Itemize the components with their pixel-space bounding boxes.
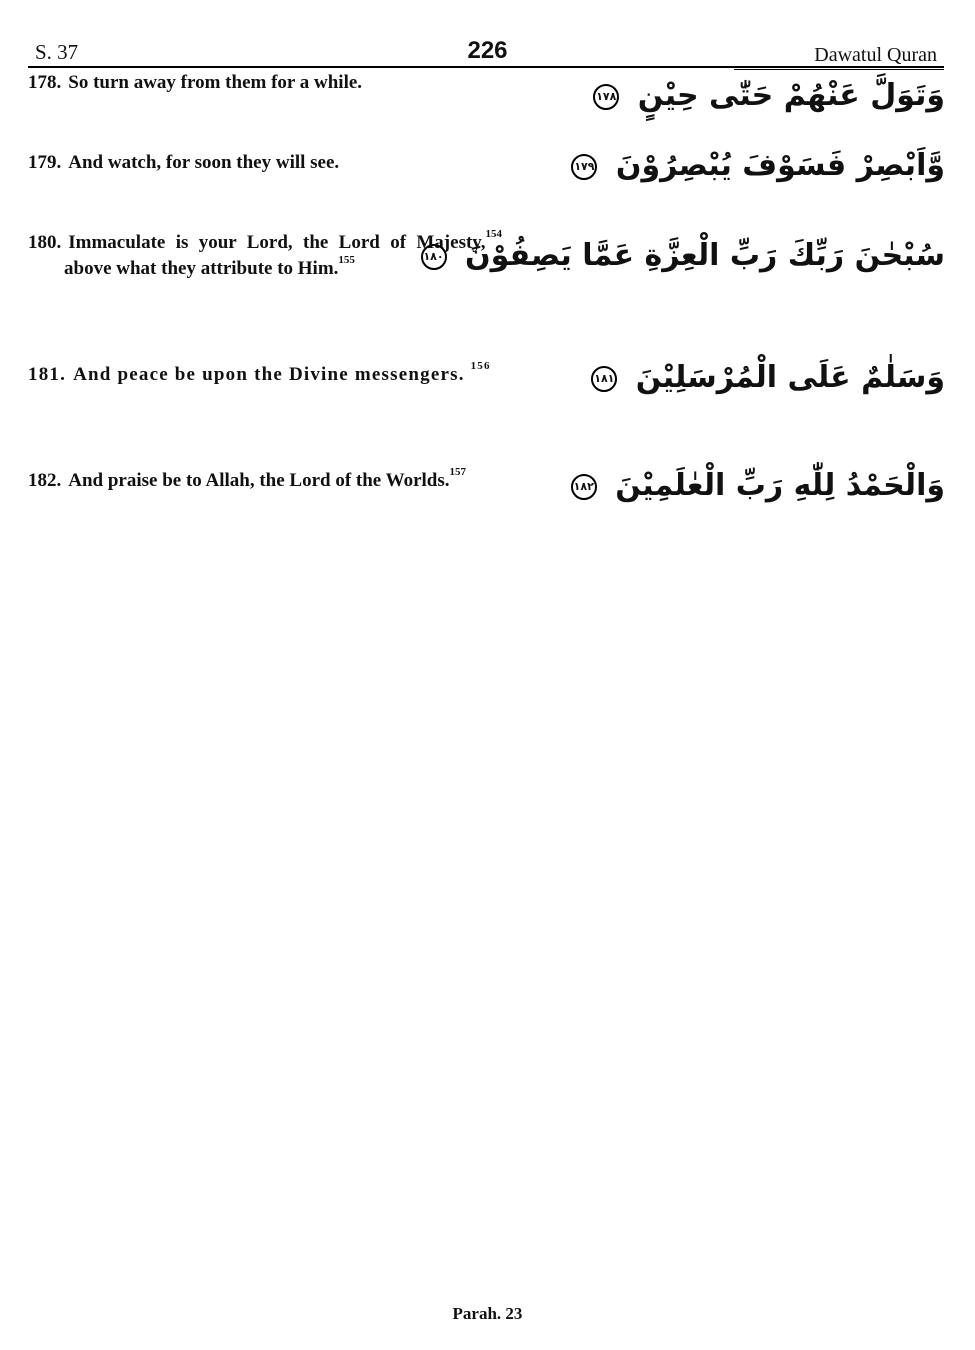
verse-number: 181. [28,364,67,385]
page-number: 226 [467,37,508,64]
verse-number: 182. [28,470,62,491]
header-rule-secondary [734,69,944,70]
verse-text: So turn away from them for a while. [68,72,363,93]
verse-178-english [28,70,466,96]
verse-181-english [28,362,502,388]
verse-182-arabic [571,468,945,503]
parah-footer: Parah. 23 [452,1304,523,1323]
arabic-text: وَّاَبْصِرْ فَسَوْفَ يُبْصِرُوْنَ [615,148,945,183]
footnote-ref: 156 [470,360,491,372]
verse-text-part: above what they attribute to Him. [64,258,339,279]
ayah-marker-icon: ١٧٨ [593,84,619,110]
ayah-marker-icon: ١٨٠ [421,244,447,270]
verse-text: And peace be upon the Divine messengers. [73,364,465,385]
verse-number: 178. [28,72,62,93]
header-rule [28,66,944,68]
verse-178-arabic [593,78,945,113]
verse-number: 180. [28,232,62,253]
ayah-marker-icon: ١٨٢ [571,474,597,500]
ayah-marker-icon: ١٧٩ [571,154,597,180]
verse-text-part: Immaculate is your Lord, the Lord of Majesty, [68,232,486,253]
verse-181-arabic [591,360,945,395]
arabic-text: سُبْحٰنَ رَبِّكَ رَبِّ الْعِزَّةِ عَمَّا يَصِفُوْنَ [464,238,945,273]
arabic-text: وَتَوَلَّ عَنْهُمْ حَتّٰى حِيْنٍ [637,78,945,113]
verse-number: 179. [28,152,62,173]
footnote-ref: 157 [449,466,467,478]
verse-179-arabic [571,148,945,183]
verse-text: And praise be to Allah, the Lord of the Worlds. [68,470,450,491]
book-title: Dawatul Quran [814,44,937,66]
verse-text: And watch, for soon they will see. [68,152,340,173]
footnote-ref: 155 [338,254,355,266]
surah-label: S. 37 [35,40,79,64]
arabic-text: وَسَلٰمٌ عَلَى الْمُرْسَلِيْنَ [635,360,945,395]
verse-180-arabic [421,238,945,273]
footnote-ref: 154 [485,228,502,240]
verse-179-english [28,150,466,176]
ayah-marker-icon: ١٨١ [591,366,617,392]
verse-182-english [28,468,502,494]
arabic-text: وَالْحَمْدُ لِلّٰهِ رَبِّ الْعٰلَمِيْنَ [615,468,945,503]
